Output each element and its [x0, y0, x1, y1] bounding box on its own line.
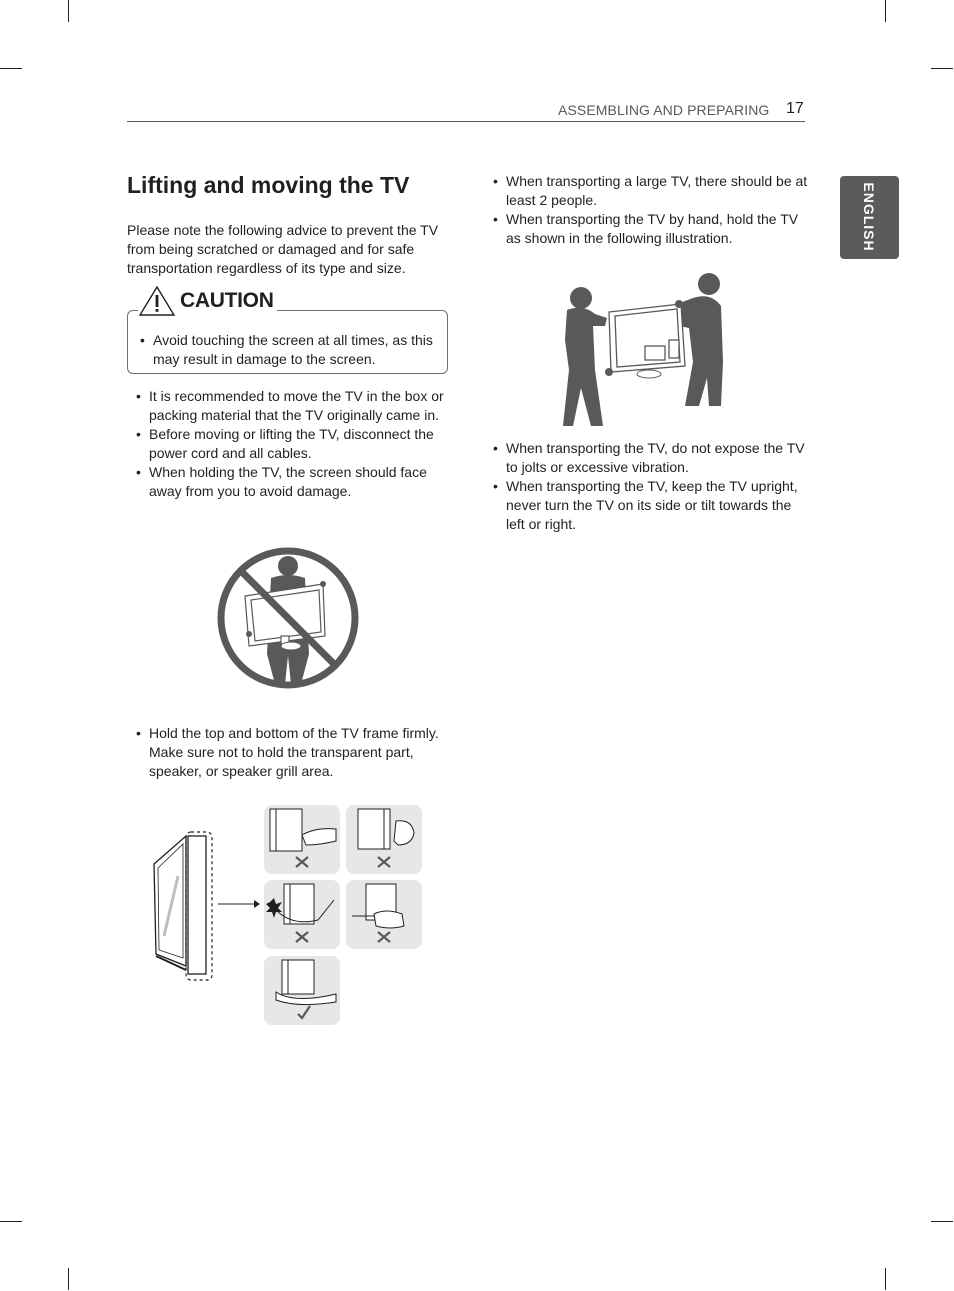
correct-grip-panel	[264, 956, 340, 1025]
crop-mark	[68, 0, 69, 22]
section-header: ASSEMBLING AND PREPARING	[558, 102, 770, 118]
crop-mark	[931, 1221, 953, 1222]
warning-triangle-icon	[138, 285, 176, 317]
crop-mark	[931, 68, 953, 69]
wrong-grip-panel-4	[346, 880, 422, 949]
crop-mark	[885, 1268, 886, 1290]
list-item: • When holding the TV, the screen should face away from you to avoid damage.	[136, 463, 450, 501]
crop-mark	[0, 1221, 22, 1222]
caution-label: CAUTION	[180, 289, 274, 312]
list-item: • When transporting the TV, keep the TV upright, never turn the TV on its side or tilt towards the left or right.	[493, 477, 808, 534]
header-divider	[127, 121, 805, 122]
bullet-list	[493, 439, 808, 534]
caution-item: • Avoid touching the screen at all times, as this may result in damage to the screen.	[140, 331, 440, 369]
intro-paragraph: Please note the following advice to prevent the TV from being scratched or damaged and for safe transportation regardless of its type and size.	[127, 222, 439, 276]
crop-mark	[885, 0, 886, 22]
two-people-carrying-tv-illustration	[561, 270, 731, 430]
list-item: • Before moving or lifting the TV, disconnect the power cord and all cables.	[136, 425, 450, 463]
bullet-list	[136, 724, 450, 781]
wrong-grip-panel-3	[264, 880, 340, 949]
wrong-grip-panel-2	[346, 805, 422, 874]
no-carrying-screen-facing-icon	[213, 544, 363, 694]
tv-side-view-illustration	[150, 826, 260, 986]
page-number: 17	[786, 100, 804, 117]
caution-header	[138, 285, 277, 317]
bullet-list	[136, 387, 450, 501]
list-item: • When transporting the TV by hand, hold the TV as shown in the following illustration.	[493, 210, 808, 248]
wrong-grip-panel-1	[264, 805, 340, 874]
crop-mark	[68, 1268, 69, 1290]
list-item: • Hold the top and bottom of the TV frame firmly. Make sure not to hold the transparent part, speaker, or speaker grill area.	[136, 724, 450, 781]
list-item: • It is recommended to move the TV in the box or packing material that the TV originally came in.	[136, 387, 450, 425]
caution-list	[140, 331, 440, 369]
page-title: Lifting and moving the TV	[127, 172, 410, 198]
bullet-list	[493, 172, 808, 248]
list-item: • When transporting a large TV, there should be at least 2 people.	[493, 172, 808, 210]
language-tab-label: ENGLISH	[861, 182, 877, 252]
list-item: • When transporting the TV, do not expose the TV to jolts or excessive vibration.	[493, 439, 808, 477]
crop-mark	[0, 68, 22, 69]
